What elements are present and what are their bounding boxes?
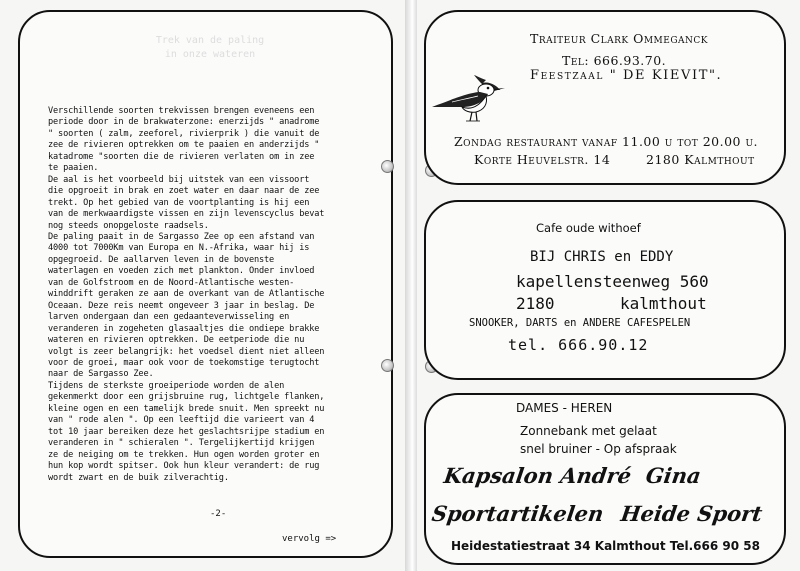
- cafe-street: kapellensteenweg 560: [516, 272, 709, 291]
- article-line: Tijdens de sterkste groeiperiode worden de alen: [48, 380, 285, 391]
- heide-sport: Heide Sport: [619, 501, 764, 526]
- cafe-name: Cafe oude withoef: [536, 221, 641, 235]
- ad-kapsalon: [424, 393, 786, 565]
- cafe-city: kalmthout: [620, 294, 707, 313]
- restaurant-hours: Zondag restaurant vanaf 11.00 u tot 20.00 u.: [454, 134, 759, 149]
- article-line: waterlagen en voeden zich met plankton. Onder invloed: [48, 266, 315, 277]
- article-line: die opgroeit in brak en zoet water en daar naar de zee: [48, 186, 320, 197]
- article-line: Verschillende soorten trekvissen brengen eveneens een: [48, 106, 315, 116]
- article-line: te paaien.: [48, 163, 99, 174]
- faint-heading-line-1: Trek van de paling: [155, 35, 265, 46]
- kapsalon-andre: Kapsalon André: [442, 463, 633, 488]
- sportartikelen: Sportartikelen: [430, 501, 606, 526]
- traiteur-name: Traiteur Clark Ommeganck: [530, 31, 709, 46]
- kapsalon-address: Heidestatiestraat 34 Kalmthout Tel.666 90 58: [451, 539, 760, 553]
- article-line: periode door in de brakwaterzone: enerzijds " anadrome: [48, 117, 320, 128]
- article-line: wordt zwart en de buik zilverachtig.: [48, 472, 229, 483]
- article-line: veranderen in " schieralen ". Tergelijkertijd krijgen: [48, 438, 315, 449]
- article-line: 4000 tot 7000Km van Europa en N.-Afrika, waar hij is: [48, 243, 310, 254]
- article-line: katadrome "soorten die de rivieren verlaten om in zee: [48, 151, 315, 162]
- article-line: tot 10 jaar bereiken deze het geslachtsrijpe stadium en: [48, 426, 325, 437]
- faint-heading: [115, 34, 305, 62]
- traiteur-city: 2180 Kalmthout: [646, 152, 755, 167]
- page-number: -2-: [210, 509, 227, 519]
- article-line: De aal is het voorbeeld bij uitstek van een vissoort: [48, 174, 310, 185]
- article-line: veranderen in zogeheten glasaaltjes die ondiepe brakke: [48, 323, 320, 334]
- article-line: " soorten ( zalm, zeeforel, rivierprik ) die vanuit de: [48, 128, 320, 139]
- article-line: larven ondergaan dan een gedaanteverwisseling en: [48, 312, 290, 323]
- kapsalon-service-1: Zonnebank met gelaat: [520, 424, 657, 438]
- page-fold: [405, 0, 417, 571]
- binding-hole: [381, 160, 394, 173]
- article-line: winddrift geraken ze aan de overkant van de Atlantische: [48, 289, 325, 300]
- cafe-owners: BIJ CHRIS en EDDY: [530, 249, 674, 265]
- article-line: volgt is zeer belangrijk: het voedsel dient niet alleen: [48, 346, 325, 357]
- article-line: nog steeds onopgeloste raadsels.: [48, 220, 209, 231]
- article-line: De paling paait in de Sargasso Zee op een afstand van: [48, 231, 315, 242]
- ad-cafe: [424, 200, 786, 380]
- article-line: wateren en rivieren optrekken. De eetperiode die nu: [48, 335, 305, 346]
- article-line: ze de neiging om te trekken. Hun ogen worden groter en: [48, 449, 320, 460]
- cafe-games: SNOOKER, DARTS en ANDERE CAFESPELEN: [469, 317, 691, 329]
- article-line: opgegroeid. De aallarven leven in de bovenste: [48, 254, 275, 265]
- article-text: [48, 106, 393, 484]
- article-line: van de Golfstroom en de Noord-Atlantische westen-: [48, 277, 295, 288]
- article-line: gekenmerkt door een grijsbruine rug, lichtgele flanken,: [48, 392, 325, 403]
- cafe-postcode: 2180: [516, 294, 555, 313]
- faint-heading-line-2: in onze wateren: [164, 49, 256, 60]
- article-line: trekt. Op het gebied van de voortplanting is hij een: [48, 197, 310, 208]
- binding-hole: [381, 359, 394, 372]
- article-line: van " rode alen ". Op een leeftijd die varieert van 4: [48, 415, 315, 426]
- feestzaal-name: Feestzaal " DE KIEVIT".: [530, 68, 723, 83]
- article-line: naar de Sargasso Zee.: [48, 369, 154, 380]
- article-line: kleine ogen en een tamelijk brede snuit. Men spreekt nu: [48, 403, 325, 414]
- article-line: zee de rivieren optrekken om te paaien en anderzijds ": [48, 140, 320, 151]
- kapsalon-audience: DAMES - HEREN: [516, 401, 613, 415]
- traiteur-phone: Tel: 666.93.70.: [562, 53, 667, 68]
- lapwing-bird-icon: [430, 74, 508, 122]
- kapsalon-gina: Gina: [644, 463, 703, 488]
- continue-link[interactable]: vervolg =>: [282, 534, 337, 544]
- article-line: voor de groei, maar ook voor de toekomstige terugtocht: [48, 357, 320, 368]
- left-page: [18, 10, 393, 558]
- article-line: van de merkwaardigste vissen en zijn levenscyclus bevat: [48, 209, 325, 220]
- traiteur-street: Korte Heuvelstr. 14: [474, 152, 611, 167]
- cafe-phone: tel. 666.90.12: [508, 336, 649, 354]
- article-line: hun kop wordt spitser. Ook hun kleur verandert: de rug: [48, 461, 320, 472]
- article-line: Oceaan. Deze reis neemt ongeveer 3 jaar in beslag. De: [48, 300, 315, 311]
- kapsalon-service-2: snel bruiner - Op afspraak: [520, 442, 677, 456]
- ad-traiteur: [424, 10, 786, 185]
